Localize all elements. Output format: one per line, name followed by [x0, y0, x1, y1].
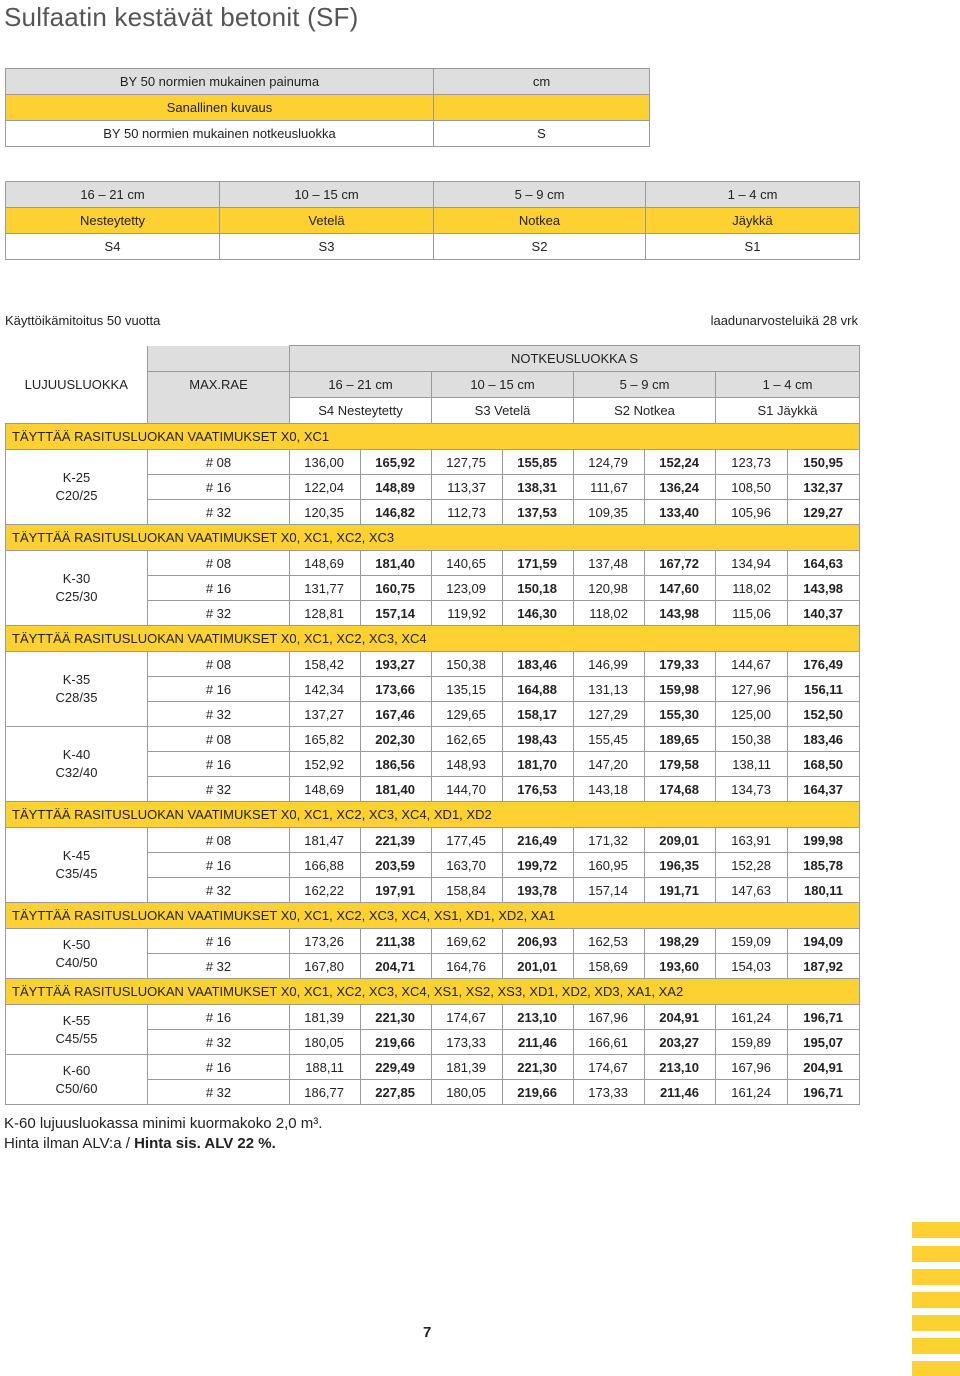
slump-desc-cell: Notkea — [434, 208, 646, 234]
price-excl-vat-cell: 127,96 — [716, 677, 788, 702]
price-incl-vat-cell: 211,46 — [645, 1080, 716, 1105]
price-incl-vat-cell: 216,49 — [503, 828, 574, 853]
price-incl-vat-cell: 187,92 — [788, 954, 860, 979]
price-excl-vat-cell: 150,38 — [432, 652, 503, 677]
aggregate-size-cell: # 08 — [148, 652, 290, 677]
price-excl-vat-cell: 135,15 — [432, 677, 503, 702]
price-incl-vat-cell: 164,37 — [788, 777, 860, 802]
price-incl-vat-cell: 138,31 — [503, 475, 574, 500]
price-excl-vat-cell: 136,00 — [290, 450, 361, 475]
price-incl-vat-cell: 197,91 — [361, 878, 432, 903]
price-excl-vat-cell: 158,42 — [290, 652, 361, 677]
price-excl-vat-cell: 152,92 — [290, 752, 361, 777]
price-excl-vat-cell: 186,77 — [290, 1080, 361, 1105]
section-title: TÄYTTÄÄ RASITUSLUOKAN VAATIMUKSET X0, XC1, XC2, XC3 — [6, 525, 860, 551]
price-incl-vat-cell: 137,53 — [503, 500, 574, 525]
price-incl-vat-cell: 159,98 — [645, 677, 716, 702]
price-incl-vat-cell: 204,91 — [645, 1005, 716, 1030]
aggregate-size-cell: # 16 — [148, 1055, 290, 1080]
strength-class-c: C45/55 — [55, 1030, 98, 1046]
price-incl-vat-cell: 202,30 — [361, 727, 432, 752]
price-excl-vat-cell: 162,65 — [432, 727, 503, 752]
strength-class-cell — [6, 450, 148, 525]
price-incl-vat-cell: 211,38 — [361, 929, 432, 954]
price-incl-vat-cell: 147,60 — [645, 576, 716, 601]
decorative-stripe — [912, 1338, 960, 1354]
price-incl-vat-cell: 156,11 — [788, 677, 860, 702]
price-incl-vat-cell: 148,89 — [361, 475, 432, 500]
price-excl-vat-cell: 167,80 — [290, 954, 361, 979]
price-incl-vat-cell: 196,71 — [788, 1080, 860, 1105]
price-excl-vat-cell: 173,33 — [574, 1080, 645, 1105]
price-excl-vat-cell: 174,67 — [574, 1055, 645, 1080]
section-title: TÄYTTÄÄ RASITUSLUOKAN VAATIMUKSET X0, XC1, XC2, XC3, XC4 — [6, 626, 860, 652]
price-incl-vat-cell: 165,92 — [361, 450, 432, 475]
slump-class-cell: S4 — [6, 234, 220, 260]
norm-label-class: BY 50 normien mukainen notkeusluokka — [6, 121, 434, 147]
decorative-stripe — [912, 1222, 960, 1238]
slump-desc-cell: Vetelä — [220, 208, 434, 234]
price-incl-vat-cell: 229,49 — [361, 1055, 432, 1080]
service-life-note: Käyttöikämitoitus 50 vuotta — [5, 313, 161, 328]
price-incl-vat-cell: 176,53 — [503, 777, 574, 802]
price-excl-vat-cell: 166,88 — [290, 853, 361, 878]
footnote-vat-incl: Hinta sis. ALV 22 %. — [134, 1135, 276, 1152]
price-incl-vat-cell: 133,40 — [645, 500, 716, 525]
aggregate-size-cell: # 08 — [148, 828, 290, 853]
price-incl-vat-cell: 206,93 — [503, 929, 574, 954]
price-excl-vat-cell: 124,79 — [574, 450, 645, 475]
price-incl-vat-cell: 176,49 — [788, 652, 860, 677]
price-incl-vat-cell: 129,27 — [788, 500, 860, 525]
price-incl-vat-cell: 227,85 — [361, 1080, 432, 1105]
header-blank — [148, 346, 290, 372]
strength-class-k: K-60 — [62, 1062, 91, 1078]
price-incl-vat-cell: 140,37 — [788, 601, 860, 626]
price-incl-vat-cell: 181,40 — [361, 551, 432, 576]
price-incl-vat-cell: 181,70 — [503, 752, 574, 777]
table-row — [6, 828, 860, 853]
header-slump-class: S1 Jäykkä — [716, 398, 860, 424]
footnotes — [4, 1114, 322, 1154]
price-excl-vat-cell: 112,73 — [432, 500, 503, 525]
aggregate-size-cell: # 32 — [148, 1030, 290, 1055]
price-excl-vat-cell: 143,18 — [574, 777, 645, 802]
price-excl-vat-cell: 144,67 — [716, 652, 788, 677]
strength-class-k: K-55 — [62, 1012, 91, 1028]
price-incl-vat-cell: 180,11 — [788, 878, 860, 903]
strength-class-k: K-40 — [62, 747, 91, 762]
decorative-stripe — [912, 1292, 960, 1308]
strength-class-cell — [6, 652, 148, 727]
price-excl-vat-cell: 137,27 — [290, 702, 361, 727]
header-slump-class: S3 Vetelä — [432, 398, 574, 424]
price-excl-vat-cell: 161,24 — [716, 1005, 788, 1030]
price-excl-vat-cell: 113,37 — [432, 475, 503, 500]
price-excl-vat-cell: 148,69 — [290, 551, 361, 576]
slump-cm-cell: 1 – 4 cm — [646, 182, 860, 208]
section-title: TÄYTTÄÄ RASITUSLUOKAN VAATIMUKSET X0, XC1, XC2, XC3, XC4, XD1, XD2 — [6, 802, 860, 828]
aggregate-size-cell: # 32 — [148, 1080, 290, 1105]
price-incl-vat-cell: 221,30 — [361, 1005, 432, 1030]
price-incl-vat-cell: 179,33 — [645, 652, 716, 677]
price-incl-vat-cell: 201,01 — [503, 954, 574, 979]
price-excl-vat-cell: 150,38 — [716, 727, 788, 752]
strength-class-cell — [6, 1005, 148, 1055]
slump-cm-cell: 5 – 9 cm — [434, 182, 646, 208]
price-incl-vat-cell: 198,43 — [503, 727, 574, 752]
norm-table — [5, 68, 650, 147]
price-excl-vat-cell: 147,20 — [574, 752, 645, 777]
aggregate-size-cell: # 32 — [148, 954, 290, 979]
decorative-stripe — [912, 1269, 960, 1285]
decorative-stripe — [912, 1246, 960, 1262]
page-number: 7 — [423, 1324, 432, 1341]
price-incl-vat-cell: 221,39 — [361, 828, 432, 853]
price-excl-vat-cell: 167,96 — [574, 1005, 645, 1030]
price-incl-vat-cell: 179,58 — [645, 752, 716, 777]
price-excl-vat-cell: 118,02 — [574, 601, 645, 626]
aggregate-size-cell: # 16 — [148, 1005, 290, 1030]
strength-class-cell — [6, 727, 148, 802]
price-excl-vat-cell: 154,03 — [716, 954, 788, 979]
price-incl-vat-cell: 221,30 — [503, 1055, 574, 1080]
testing-age-note: laadunarvosteluikä 28 vrk — [710, 313, 858, 328]
aggregate-size-cell: # 08 — [148, 450, 290, 475]
price-excl-vat-cell: 158,84 — [432, 878, 503, 903]
price-excl-vat-cell: 155,45 — [574, 727, 645, 752]
price-excl-vat-cell: 134,94 — [716, 551, 788, 576]
table-row — [6, 1005, 860, 1030]
price-incl-vat-cell: 219,66 — [361, 1030, 432, 1055]
price-incl-vat-cell: 189,65 — [645, 727, 716, 752]
aggregate-size-cell: # 16 — [148, 677, 290, 702]
price-incl-vat-cell: 203,27 — [645, 1030, 716, 1055]
price-excl-vat-cell: 122,04 — [290, 475, 361, 500]
table-row — [6, 652, 860, 677]
price-excl-vat-cell: 120,35 — [290, 500, 361, 525]
price-table — [5, 345, 860, 1105]
norm-label-description: Sanallinen kuvaus — [6, 95, 434, 121]
price-excl-vat-cell: 159,09 — [716, 929, 788, 954]
price-incl-vat-cell: 196,71 — [788, 1005, 860, 1030]
slump-cm-cell: 16 – 21 cm — [6, 182, 220, 208]
footnote-vat — [4, 1134, 322, 1154]
price-excl-vat-cell: 144,70 — [432, 777, 503, 802]
price-incl-vat-cell: 150,18 — [503, 576, 574, 601]
price-excl-vat-cell: 140,65 — [432, 551, 503, 576]
price-excl-vat-cell: 166,61 — [574, 1030, 645, 1055]
price-incl-vat-cell: 213,10 — [503, 1005, 574, 1030]
price-incl-vat-cell: 204,91 — [788, 1055, 860, 1080]
norm-unit-s: S — [434, 121, 650, 147]
aggregate-size-cell: # 16 — [148, 576, 290, 601]
price-excl-vat-cell: 138,11 — [716, 752, 788, 777]
strength-class-c: C35/45 — [55, 866, 98, 881]
aggregate-size-cell: # 16 — [148, 853, 290, 878]
header-consistency-class: NOTKEUSLUOKKA S — [290, 346, 860, 372]
price-excl-vat-cell: 148,93 — [432, 752, 503, 777]
price-excl-vat-cell: 180,05 — [290, 1030, 361, 1055]
price-excl-vat-cell: 109,35 — [574, 500, 645, 525]
strength-class-k: K-45 — [62, 848, 91, 863]
price-incl-vat-cell: 171,59 — [503, 551, 574, 576]
slump-class-cell: S2 — [434, 234, 646, 260]
section-title: TÄYTTÄÄ RASITUSLUOKAN VAATIMUKSET X0, XC1, XC2, XC3, XC4, XS1, XD1, XD2, XA1 — [6, 903, 860, 929]
table-row — [6, 1055, 860, 1080]
norm-label-slump: BY 50 normien mukainen painuma — [6, 69, 434, 95]
price-incl-vat-cell: 219,66 — [503, 1080, 574, 1105]
price-incl-vat-cell: 155,85 — [503, 450, 574, 475]
price-incl-vat-cell: 146,82 — [361, 500, 432, 525]
aggregate-size-cell: # 08 — [148, 551, 290, 576]
price-incl-vat-cell: 157,14 — [361, 601, 432, 626]
price-excl-vat-cell: 131,13 — [574, 677, 645, 702]
aggregate-size-cell: # 16 — [148, 752, 290, 777]
table-row — [6, 727, 860, 752]
slump-cm-cell: 10 – 15 cm — [220, 182, 434, 208]
header-slump-cm: 1 – 4 cm — [716, 372, 860, 398]
price-excl-vat-cell: 163,70 — [432, 853, 503, 878]
page-title: Sulfaatin kestävät betonit (SF) — [4, 2, 359, 32]
price-incl-vat-cell: 203,59 — [361, 853, 432, 878]
price-excl-vat-cell: 131,77 — [290, 576, 361, 601]
price-incl-vat-cell: 181,40 — [361, 777, 432, 802]
table-row — [6, 551, 860, 576]
price-excl-vat-cell: 125,00 — [716, 702, 788, 727]
table-row — [6, 929, 860, 954]
price-incl-vat-cell: 167,46 — [361, 702, 432, 727]
price-incl-vat-cell: 173,66 — [361, 677, 432, 702]
strength-class-cell — [6, 551, 148, 626]
price-incl-vat-cell: 146,30 — [503, 601, 574, 626]
strength-class-k: K-35 — [62, 672, 91, 687]
price-incl-vat-cell: 204,71 — [361, 954, 432, 979]
price-excl-vat-cell: 165,82 — [290, 727, 361, 752]
price-excl-vat-cell: 115,06 — [716, 601, 788, 626]
price-excl-vat-cell: 169,62 — [432, 929, 503, 954]
price-incl-vat-cell: 158,17 — [503, 702, 574, 727]
aggregate-size-cell: # 32 — [148, 702, 290, 727]
strength-class-k: K-25 — [62, 470, 91, 485]
price-incl-vat-cell: 168,50 — [788, 752, 860, 777]
header-slump-cm: 5 – 9 cm — [574, 372, 716, 398]
price-incl-vat-cell: 164,88 — [503, 677, 574, 702]
price-excl-vat-cell: 173,33 — [432, 1030, 503, 1055]
header-blank — [148, 398, 290, 424]
header-strength-class: LUJUUSLUOKKA — [6, 372, 148, 398]
decorative-stripe — [912, 1361, 960, 1376]
price-incl-vat-cell: 211,46 — [503, 1030, 574, 1055]
price-excl-vat-cell: 148,69 — [290, 777, 361, 802]
price-excl-vat-cell: 127,29 — [574, 702, 645, 727]
price-excl-vat-cell: 105,96 — [716, 500, 788, 525]
price-excl-vat-cell: 174,67 — [432, 1005, 503, 1030]
aggregate-size-cell: # 32 — [148, 878, 290, 903]
price-excl-vat-cell: 181,39 — [290, 1005, 361, 1030]
aggregate-size-cell: # 32 — [148, 500, 290, 525]
price-excl-vat-cell: 134,73 — [716, 777, 788, 802]
strength-class-c: C28/35 — [55, 690, 98, 705]
footnote-min-load: K-60 lujuusluokassa minimi kuormakoko 2,0 m³. — [4, 1115, 323, 1132]
price-table-body — [6, 346, 860, 1105]
strength-class-c: C20/25 — [55, 488, 98, 503]
price-incl-vat-cell: 132,37 — [788, 475, 860, 500]
price-excl-vat-cell: 123,73 — [716, 450, 788, 475]
price-excl-vat-cell: 188,11 — [290, 1055, 361, 1080]
price-excl-vat-cell: 162,53 — [574, 929, 645, 954]
price-excl-vat-cell: 177,45 — [432, 828, 503, 853]
strength-class-cell — [6, 929, 148, 979]
header-slump-class: S2 Notkea — [574, 398, 716, 424]
norm-unit-empty — [434, 95, 650, 121]
header-max-aggregate: MAX.RAE — [148, 372, 290, 398]
strength-class-k: K-30 — [62, 571, 91, 586]
price-excl-vat-cell: 119,92 — [432, 601, 503, 626]
price-incl-vat-cell: 150,95 — [788, 450, 860, 475]
price-incl-vat-cell: 164,63 — [788, 551, 860, 576]
price-excl-vat-cell: 127,75 — [432, 450, 503, 475]
price-excl-vat-cell: 108,50 — [716, 475, 788, 500]
slump-table — [5, 181, 860, 260]
price-incl-vat-cell: 213,10 — [645, 1055, 716, 1080]
header-slump-cm: 10 – 15 cm — [432, 372, 574, 398]
aggregate-size-cell: # 16 — [148, 475, 290, 500]
price-incl-vat-cell: 191,71 — [645, 878, 716, 903]
strength-class-c: C40/50 — [55, 954, 98, 970]
aggregate-size-cell: # 08 — [148, 727, 290, 752]
slump-class-cell: S1 — [646, 234, 860, 260]
header-slump-cm: 16 – 21 cm — [290, 372, 432, 398]
price-excl-vat-cell: 152,28 — [716, 853, 788, 878]
price-excl-vat-cell: 111,67 — [574, 475, 645, 500]
strength-class-c: C32/40 — [55, 765, 98, 780]
slump-desc-cell: Nesteytetty — [6, 208, 220, 234]
header-blank — [6, 398, 148, 424]
section-title: TÄYTTÄÄ RASITUSLUOKAN VAATIMUKSET X0, XC1 — [6, 424, 860, 450]
price-excl-vat-cell: 158,69 — [574, 954, 645, 979]
price-excl-vat-cell: 160,95 — [574, 853, 645, 878]
price-excl-vat-cell: 147,63 — [716, 878, 788, 903]
price-excl-vat-cell: 161,24 — [716, 1080, 788, 1105]
price-excl-vat-cell: 159,89 — [716, 1030, 788, 1055]
price-incl-vat-cell: 155,30 — [645, 702, 716, 727]
aggregate-size-cell: # 16 — [148, 929, 290, 954]
price-excl-vat-cell: 163,91 — [716, 828, 788, 853]
strength-class-cell — [6, 1055, 148, 1105]
price-incl-vat-cell: 199,72 — [503, 853, 574, 878]
strength-class-c: C50/60 — [55, 1080, 98, 1096]
price-incl-vat-cell: 183,46 — [503, 652, 574, 677]
header-blank — [6, 346, 148, 372]
price-excl-vat-cell: 181,47 — [290, 828, 361, 853]
price-incl-vat-cell: 143,98 — [788, 576, 860, 601]
price-excl-vat-cell: 118,02 — [716, 576, 788, 601]
price-incl-vat-cell: 196,35 — [645, 853, 716, 878]
footnote-vat-excl: Hinta ilman ALV:a / — [4, 1135, 135, 1152]
price-incl-vat-cell: 183,46 — [788, 727, 860, 752]
price-incl-vat-cell: 143,98 — [645, 601, 716, 626]
norm-unit-cm: cm — [434, 69, 650, 95]
strength-class-cell — [6, 828, 148, 903]
decorative-stripe — [912, 1315, 960, 1331]
header-slump-class: S4 Nesteytetty — [290, 398, 432, 424]
price-excl-vat-cell: 173,26 — [290, 929, 361, 954]
strength-class-c: C25/30 — [55, 589, 98, 604]
table-row — [6, 450, 860, 475]
price-incl-vat-cell: 199,98 — [788, 828, 860, 853]
price-excl-vat-cell: 180,05 — [432, 1080, 503, 1105]
price-incl-vat-cell: 174,68 — [645, 777, 716, 802]
aggregate-size-cell: # 32 — [148, 601, 290, 626]
price-excl-vat-cell: 171,32 — [574, 828, 645, 853]
price-excl-vat-cell: 120,98 — [574, 576, 645, 601]
price-incl-vat-cell: 186,56 — [361, 752, 432, 777]
price-excl-vat-cell: 162,22 — [290, 878, 361, 903]
price-excl-vat-cell: 164,76 — [432, 954, 503, 979]
price-incl-vat-cell: 198,29 — [645, 929, 716, 954]
slump-desc-cell: Jäykkä — [646, 208, 860, 234]
price-excl-vat-cell: 137,48 — [574, 551, 645, 576]
price-excl-vat-cell: 142,34 — [290, 677, 361, 702]
section-title: TÄYTTÄÄ RASITUSLUOKAN VAATIMUKSET X0, XC1, XC2, XC3, XC4, XS1, XS2, XS3, XD1, XD2, XD3, XA1, XA2 — [6, 979, 860, 1005]
price-excl-vat-cell: 123,09 — [432, 576, 503, 601]
price-incl-vat-cell: 193,60 — [645, 954, 716, 979]
price-incl-vat-cell: 160,75 — [361, 576, 432, 601]
price-excl-vat-cell: 146,99 — [574, 652, 645, 677]
price-excl-vat-cell: 167,96 — [716, 1055, 788, 1080]
price-incl-vat-cell: 185,78 — [788, 853, 860, 878]
slump-class-cell: S3 — [220, 234, 434, 260]
price-incl-vat-cell: 193,27 — [361, 652, 432, 677]
price-incl-vat-cell: 136,24 — [645, 475, 716, 500]
price-excl-vat-cell: 157,14 — [574, 878, 645, 903]
price-excl-vat-cell: 181,39 — [432, 1055, 503, 1080]
price-incl-vat-cell: 193,78 — [503, 878, 574, 903]
aggregate-size-cell: # 32 — [148, 777, 290, 802]
strength-class-k: K-50 — [62, 936, 91, 952]
price-incl-vat-cell: 194,09 — [788, 929, 860, 954]
price-excl-vat-cell: 129,65 — [432, 702, 503, 727]
price-incl-vat-cell: 167,72 — [645, 551, 716, 576]
price-incl-vat-cell: 209,01 — [645, 828, 716, 853]
price-incl-vat-cell: 195,07 — [788, 1030, 860, 1055]
price-incl-vat-cell: 152,24 — [645, 450, 716, 475]
price-excl-vat-cell: 128,81 — [290, 601, 361, 626]
price-incl-vat-cell: 152,50 — [788, 702, 860, 727]
